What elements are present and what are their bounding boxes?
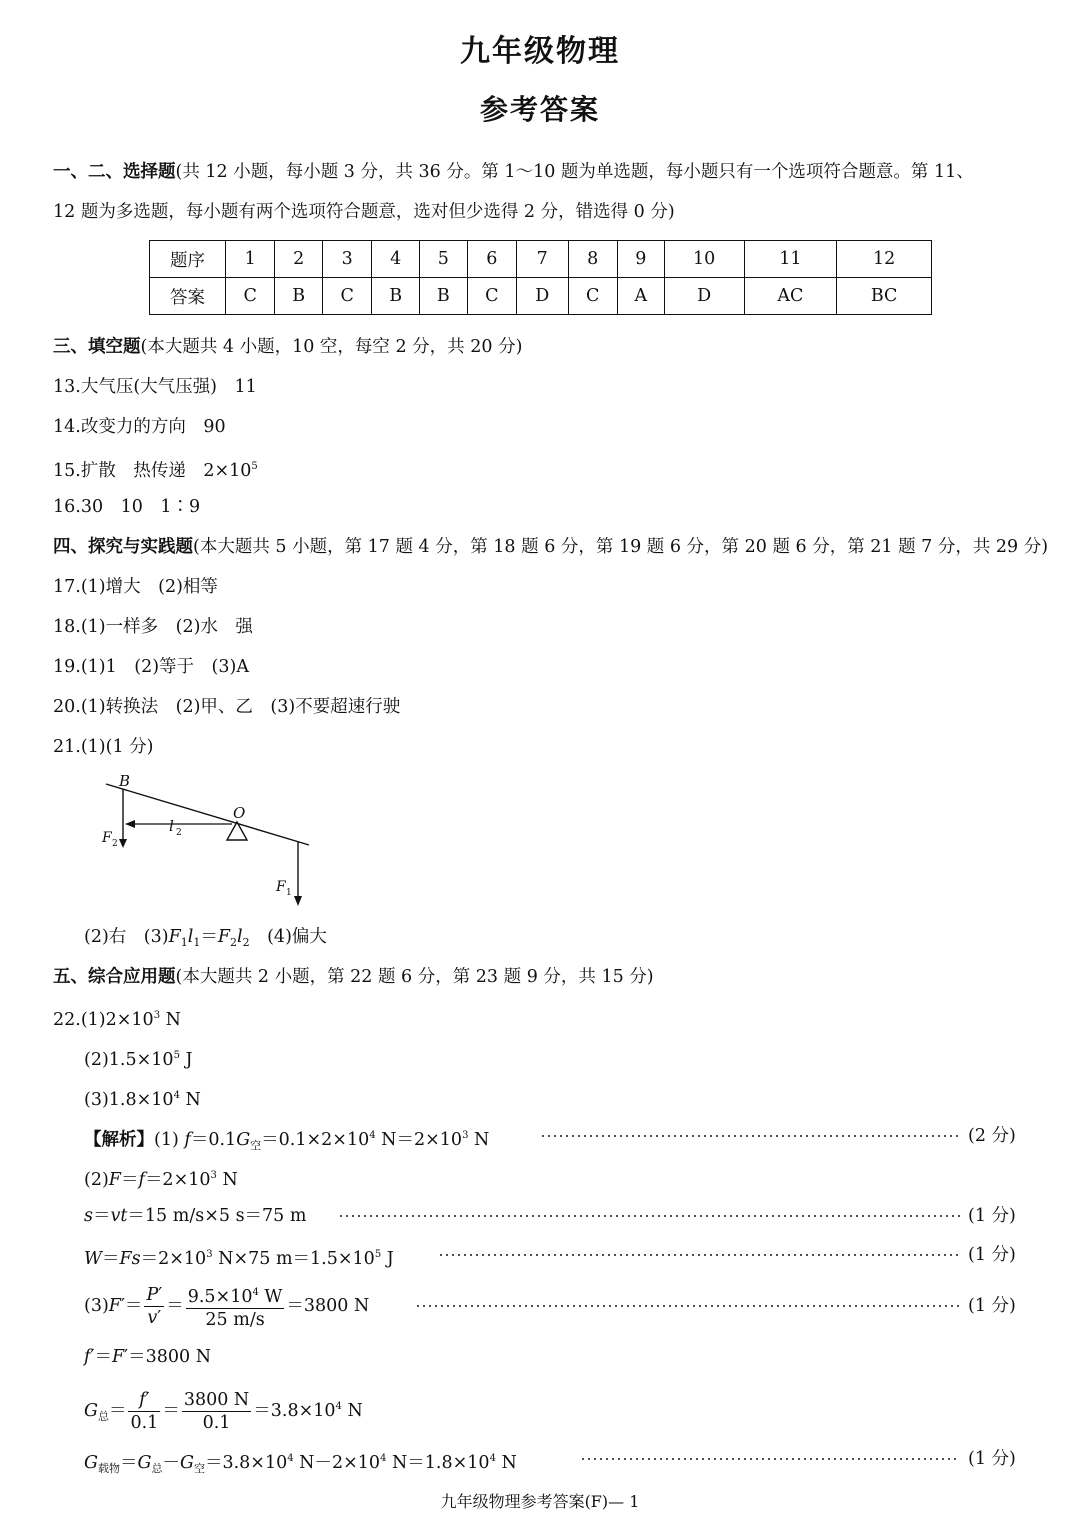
answer-q21: 21.(1)(1 分) [53, 737, 154, 757]
section-inquiry-line [53, 535, 1048, 559]
subscript: 2 [176, 828, 182, 838]
answer-table-row-numbers [150, 241, 932, 278]
lever-diagram [95, 765, 325, 915]
answer-q22-3-text: (3)1.8×10 [84, 1090, 174, 1110]
question-number-cell: 1 [226, 241, 275, 278]
leader-dots [415, 1305, 960, 1307]
answer-q13: 13.大气压(大气压强) 11 [53, 377, 257, 397]
section-fill-line [53, 335, 522, 359]
lever-bar [106, 784, 309, 845]
analysis-step-1: 【解析】(1) $f=0.1G_空=0.1\times 2\times 10^4$ $N=2\times 10^3$ N [84, 1130, 490, 1152]
unit: J [179, 1050, 193, 1070]
exponent: 5 [173, 1050, 180, 1061]
answer-q22-2-text: (2)1.5×10 [84, 1050, 174, 1070]
analysis-step-6: f′＝F′＝3800 N [84, 1347, 212, 1367]
arm-l2-label: l [169, 817, 174, 835]
analysis-step-2: $(2)F=f=2\times 10^3$ N [84, 1170, 238, 1190]
score-mark: (1 分) [968, 1206, 1016, 1226]
answer-q15-text: 15.扩散 热传递 2×10 [53, 461, 252, 481]
answer-q20: 20.(1)转换法 (2)甲、乙 (3)不要超速行驶 [53, 697, 401, 717]
exponent: 5 [251, 461, 258, 472]
answer-q17: 17.(1)增大 (2)相等 [53, 577, 218, 597]
section-fill-heading: 三、填空题 [53, 337, 141, 357]
score-mark: (2 分) [968, 1126, 1016, 1146]
answer-cell: C [568, 278, 617, 315]
answer-q22-3 [84, 1084, 201, 1112]
answer-cell: B [419, 278, 467, 315]
answer-q15 [53, 455, 258, 483]
question-number-cell: 3 [322, 241, 371, 278]
analysis-step-3: s＝vt＝15 m/s×5 s＝75 m [84, 1206, 307, 1226]
force-f2-label: F [102, 830, 112, 846]
answer-q18: 18.(1)一样多 (2)水 强 [53, 617, 253, 637]
answer-q22-1 [53, 1004, 181, 1032]
answer-cell: C [226, 278, 275, 315]
fraction: $\frac{9.5\times 10^4 W}{25 m/s}$ [186, 1282, 285, 1331]
answer-q22-1-text: 22.(1)2×10 [53, 1010, 154, 1030]
arrowhead-icon [294, 896, 302, 906]
arrowhead-icon [119, 839, 127, 848]
fraction: $\frac{3800 N}{0.1}$ [183, 1390, 250, 1433]
question-number-cell: 4 [372, 241, 420, 278]
answer-q21-tail: (2)右 $(3)F_1l_1=F_2l_2$ (4)偏大 [84, 927, 327, 949]
section-applied-heading: 五、综合应用题 [53, 967, 176, 987]
force-f1-label: F [276, 879, 286, 895]
analysis-label: 【解析】 [84, 1130, 154, 1150]
question-number-cell: 9 [617, 241, 664, 278]
answer-cell: C [467, 278, 516, 315]
subscript: 1 [286, 888, 292, 898]
answer-cell: C [322, 278, 371, 315]
exponent: 3 [153, 1010, 161, 1021]
section-applied-line [53, 965, 654, 989]
leader-dots [580, 1458, 960, 1460]
answer-q21-tail-b: (4)偏大 [267, 927, 327, 947]
score-mark: (1 分) [968, 1296, 1016, 1316]
section-applied-note: (本大题共 2 小题，第 22 题 6 分，第 23 题 9 分，共 15 分) [175, 967, 654, 987]
score-mark: (1 分) [968, 1449, 1016, 1469]
arrowhead-icon [125, 820, 135, 828]
answer-cell: AC [744, 278, 837, 315]
leader-dots [338, 1215, 960, 1217]
question-number-cell: 5 [419, 241, 467, 278]
answer-table-row-answers [150, 278, 932, 315]
fulcrum-icon [227, 822, 247, 840]
section-inquiry-note: (本大题共 5 小题，第 17 题 4 分，第 18 题 6 分，第 19 题 6 分，第 20 题 6 分，第 21 题 7 分，共 29 分) [193, 537, 1049, 557]
answer-q19: 19.(1)1 (2)等于 (3)A [53, 657, 249, 677]
answer-cell: D [664, 278, 744, 315]
table-header-cell: 答案 [150, 278, 226, 315]
exponent: 4 [173, 1090, 180, 1101]
table-header-cell: 题序 [150, 241, 226, 278]
fraction: $\frac{P'}{v'}$ [146, 1285, 163, 1328]
question-number-cell: 12 [837, 241, 932, 278]
section-choice-note-1: (共 12 小题，每小题 3 分，共 36 分。第 1～10 题为单选题，每小题只有一个选项符合题意。第 11、 [175, 162, 974, 182]
answer-cell: BC [837, 278, 932, 315]
answer-cell: B [275, 278, 323, 315]
fraction: $\frac{f'}{0.1}$ [130, 1390, 159, 1433]
question-number-cell: 2 [275, 241, 323, 278]
page-subtitle: 参考答案 [479, 93, 600, 126]
unit: N [160, 1010, 181, 1030]
page-footer: 九年级物理参考答案(F)— 1 [440, 1492, 640, 1511]
score-mark: (1 分) [968, 1245, 1016, 1265]
page-title: 九年级物理 [460, 34, 620, 69]
point-b-label: B [119, 772, 131, 790]
unit: N [179, 1090, 201, 1110]
question-number-cell: 11 [744, 241, 837, 278]
answer-q22-2 [84, 1044, 193, 1072]
point-o-label: O [233, 804, 246, 822]
answer-table [149, 240, 932, 315]
answer-q14: 14.改变力的方向 90 [53, 417, 226, 437]
section-choice-note-2: 12 题为多选题，每小题有两个选项符合题意，选对但少选得 2 分，错选得 0 分) [53, 202, 675, 222]
analysis-step-8: $G_{载物}=G_总-G_空=3.8\times 10^4$ $N-2\times 10^4$ $N=1.8\times 10^4$ N [84, 1453, 517, 1475]
analysis-step-7: $G_总=$ $\frac{f'}{0.1}$ ＝ $\frac{3800 N}{0.1}$ $=3.8\times 10^4$ N [84, 1390, 363, 1433]
question-number-cell: 8 [568, 241, 617, 278]
answer-cell: B [372, 278, 420, 315]
answer-q21-tail-a: (2)右 (3) [84, 927, 169, 947]
answer-cell: D [516, 278, 568, 315]
subscript: 2 [112, 839, 118, 849]
analysis-step-5: (3)F′＝ $\frac{P'}{v'}$ ＝ $\frac{9.5\times 10^4 W}{25 m/s}$ ＝3800 N [84, 1282, 369, 1331]
section-choice-heading: 一、二、选择题 [53, 162, 176, 182]
section-choice-line1 [53, 160, 974, 184]
section-inquiry-heading: 四、探究与实践题 [53, 537, 193, 557]
answer-q16: 16.30 10 1∶9 [53, 497, 201, 517]
question-number-cell: 7 [516, 241, 568, 278]
question-number-cell: 6 [467, 241, 516, 278]
answer-cell: A [617, 278, 664, 315]
analysis-step-4: $W=Fs=2\times 10^3$ N×75 $m=1.5\times 10^5$ J [84, 1249, 394, 1269]
question-number-cell: 10 [664, 241, 744, 278]
leader-dots [438, 1254, 960, 1256]
section-fill-note: (本大题共 4 小题，10 空，每空 2 分，共 20 分) [140, 337, 523, 357]
leader-dots [540, 1135, 960, 1137]
